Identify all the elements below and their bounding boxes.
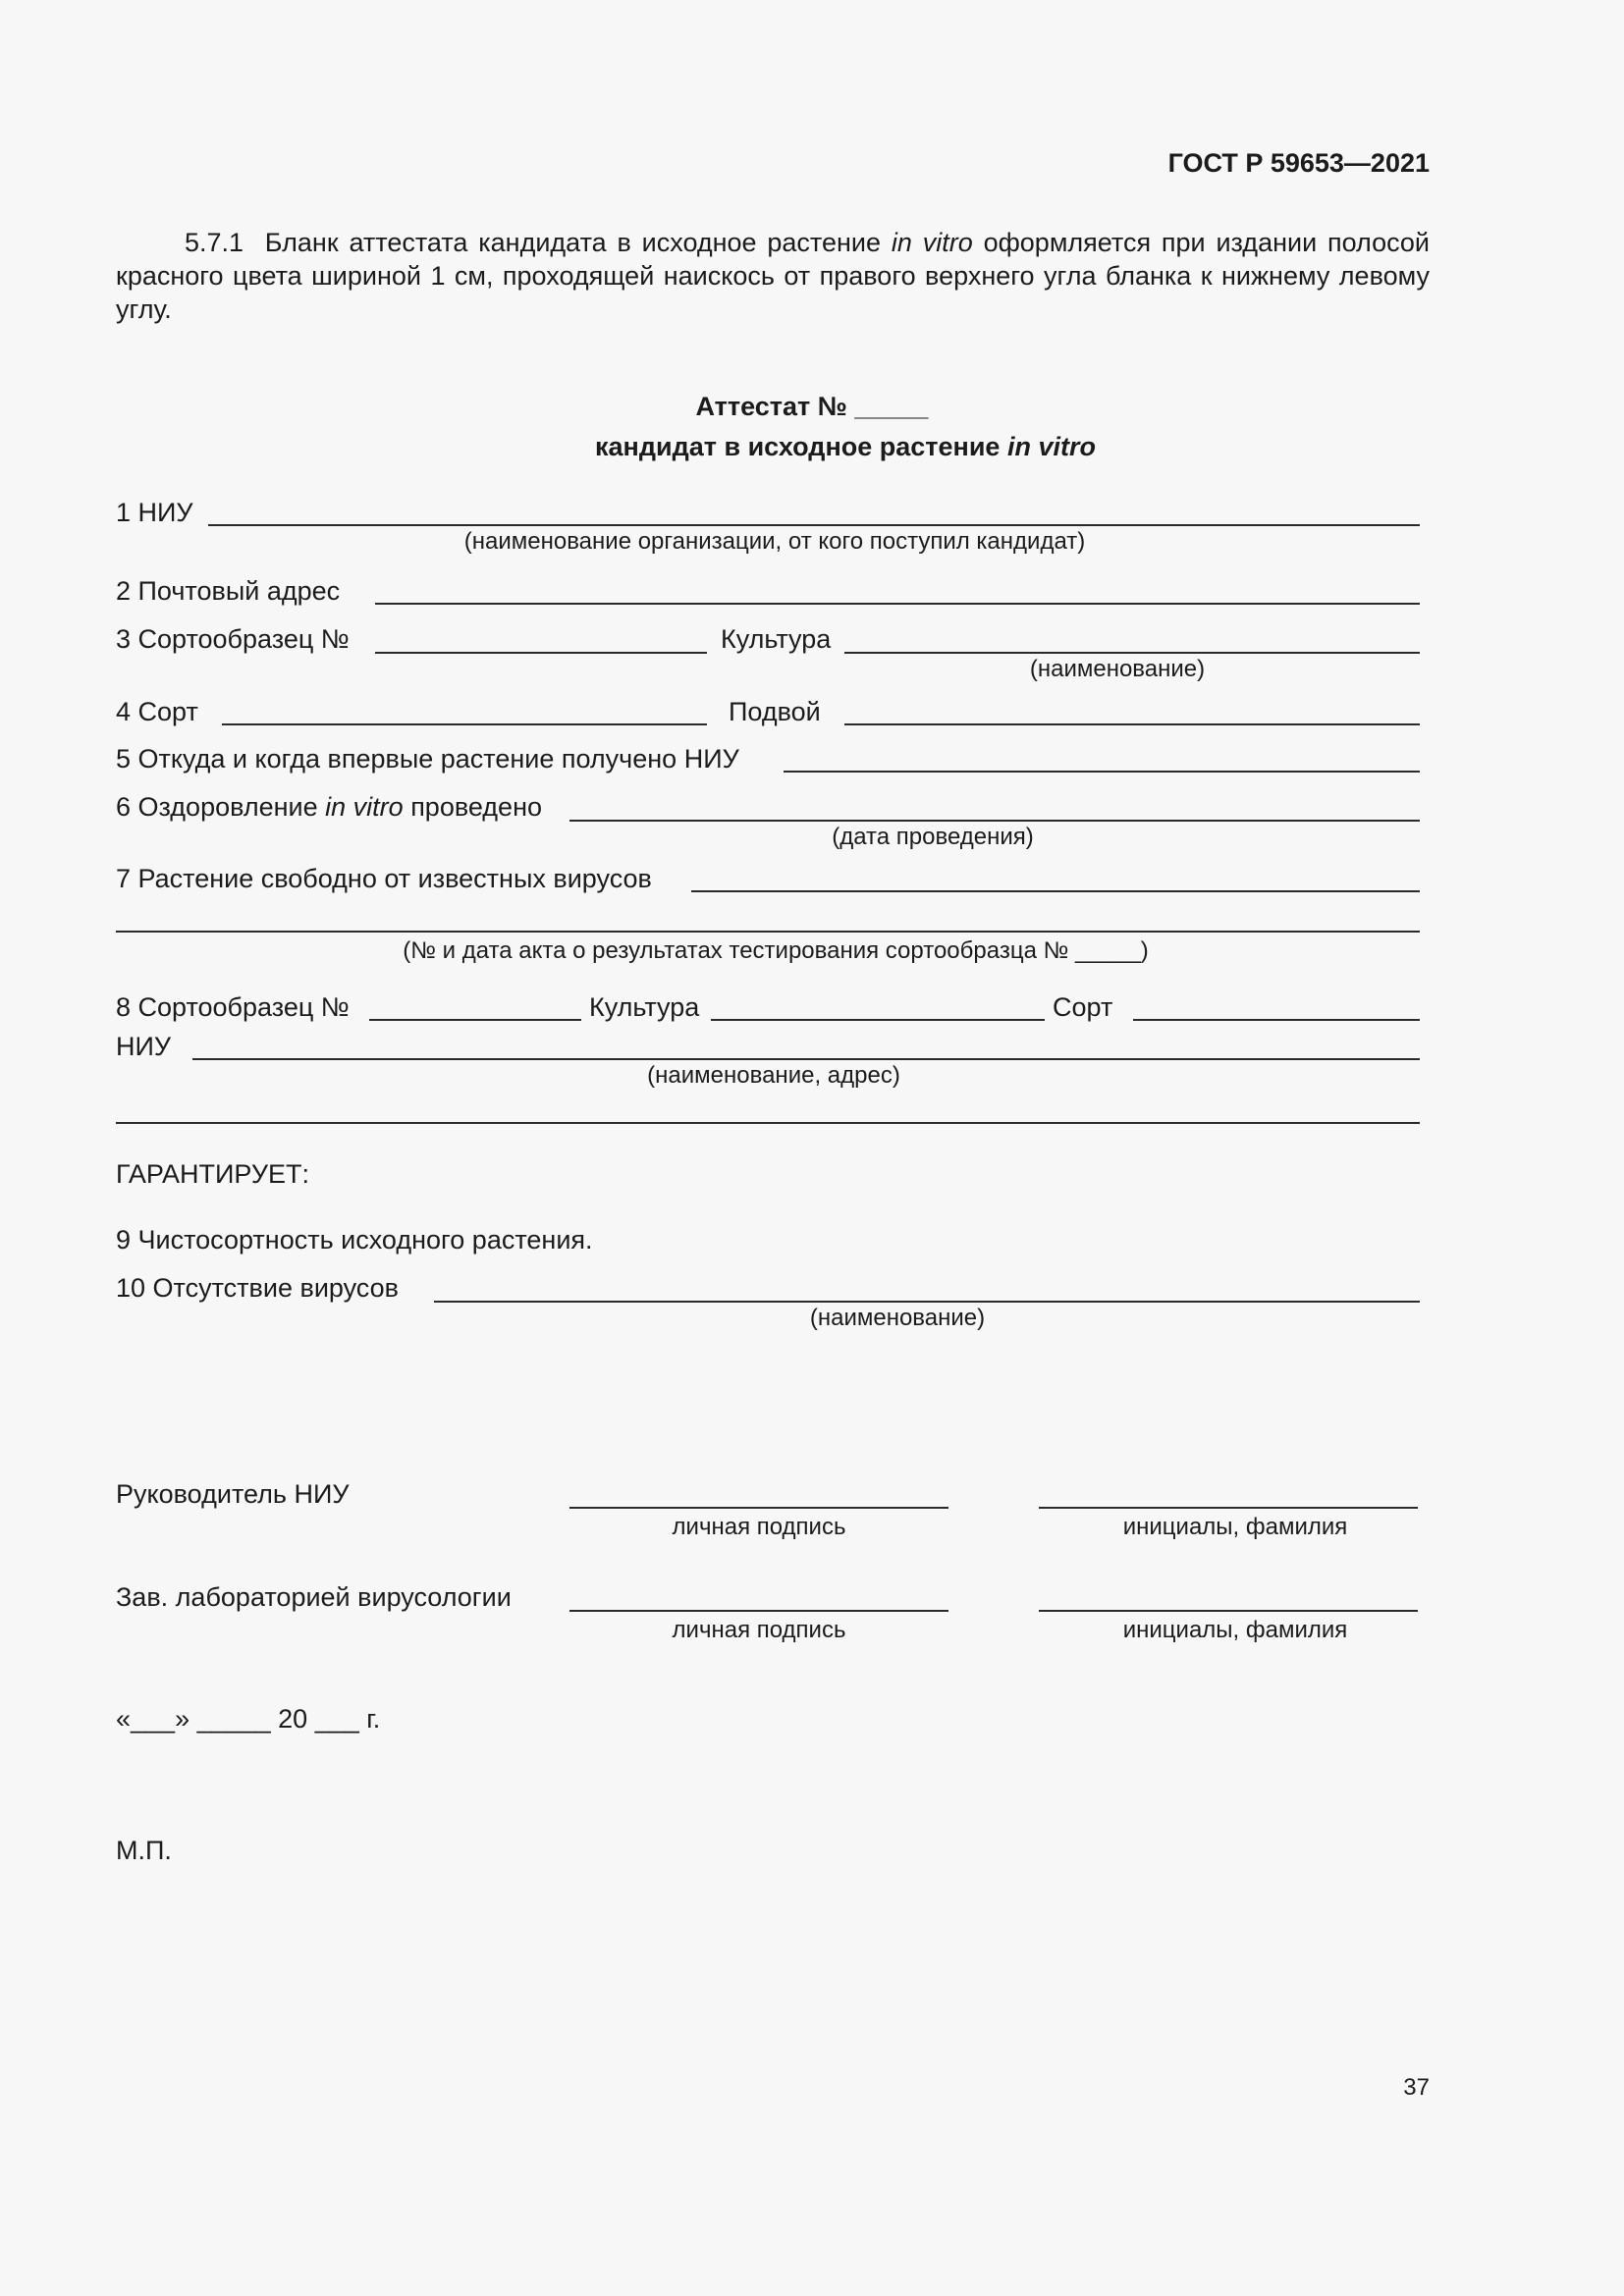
intro-paragraph (116, 226, 1430, 326)
clause-number: 5.7.1 (185, 228, 244, 257)
intro-text-2: оформляется при издании полосой красного цвета шириной 1 см, проходящей наискось от правого верхнего угла бланка к нижнему левому углу. (116, 228, 1431, 324)
field-6-label: 6 Оздоровление in vitro проведено (116, 792, 543, 822)
field-7-hint: (№ и дата акта о результатах тестирования сортообразца № _____) (403, 937, 1149, 964)
field-1-label: 1 НИУ (116, 498, 193, 527)
lab-signature-label: Зав. лабораторией вирусологии (116, 1582, 512, 1612)
head-name-line[interactable] (1039, 1507, 1418, 1509)
head-signature-line[interactable] (569, 1507, 948, 1509)
field-2-label: 2 Почтовый адрес (116, 576, 341, 606)
field-7-line-2[interactable] (116, 931, 1420, 933)
field-7-label: 7 Растение свободно от известных вирусов (116, 864, 652, 893)
field-8-hint: (наименование, адрес) (647, 1062, 900, 1089)
field-8-variety-line[interactable] (1133, 1019, 1420, 1021)
field-5-label: 5 Откуда и когда впервые растение получено НИУ (116, 744, 739, 774)
field-10-label: 10 Отсутствие вирусов (116, 1273, 399, 1303)
field-7-line[interactable] (691, 890, 1420, 892)
certificate-subtitle: кандидат в исходное растение in vitro (595, 432, 1096, 461)
document-code: ГОСТ Р 59653—2021 (1167, 148, 1430, 178)
field-4-rootstock-label: Подвой (729, 697, 821, 726)
field-8-culture-line[interactable] (711, 1019, 1045, 1021)
page-number: 37 (1403, 2074, 1430, 2101)
field-10-line[interactable] (434, 1301, 1420, 1303)
field-3-number-line[interactable] (375, 652, 707, 654)
field-6-hint: (дата проведения) (832, 824, 1034, 850)
field-1-line[interactable] (208, 524, 1420, 526)
head-signature-label: Руководитель НИУ (116, 1479, 350, 1509)
lab-name-line[interactable] (1039, 1610, 1418, 1612)
head-name-hint: инициалы, фамилия (1122, 1514, 1348, 1540)
field-8-variety-label: Сорт (1053, 992, 1113, 1022)
head-signature-hint: личная подпись (672, 1514, 846, 1540)
field-8-line-2[interactable] (116, 1122, 1420, 1124)
date-line: «___» _____ 20 ___ г. (116, 1704, 381, 1734)
lab-signature-hint: личная подпись (672, 1617, 846, 1643)
stamp-label: М.П. (116, 1836, 172, 1865)
lab-name-hint: инициалы, фамилия (1122, 1617, 1348, 1643)
guarantee-heading: ГАРАНТИРУЕТ: (116, 1159, 310, 1189)
field-5-line[interactable] (784, 771, 1420, 773)
field-3-culture-line[interactable] (844, 652, 1420, 654)
field-8-niu-label: НИУ (116, 1032, 172, 1061)
field-1-hint: (наименование организации, от кого поступил кандидат) (463, 528, 1086, 555)
field-10-hint: (наименование) (809, 1305, 986, 1331)
field-3-hint: (наименование) (1029, 656, 1206, 682)
field-4-rootstock-line[interactable] (844, 723, 1420, 725)
field-4-variety-line[interactable] (222, 723, 707, 725)
field-2-line[interactable] (375, 603, 1420, 605)
intro-text-1: Бланк аттестата кандидата в исходное растение (264, 228, 882, 257)
field-8-niu-line[interactable] (192, 1058, 1420, 1060)
field-3-label: 3 Сортообразец № (116, 624, 350, 654)
field-6-line[interactable] (569, 820, 1420, 822)
field-9-label: 9 Чистосортность исходного растения. (116, 1225, 593, 1255)
field-8-number-line[interactable] (369, 1019, 581, 1021)
field-4-label: 4 Сорт (116, 697, 198, 726)
field-8-label: 8 Сортообразец № (116, 992, 350, 1022)
field-3-culture-label: Культура (721, 624, 832, 654)
lab-signature-line[interactable] (569, 1610, 948, 1612)
intro-italic: in vitro (891, 228, 973, 257)
certificate-title: Аттестат № _____ (695, 392, 929, 421)
field-8-culture-label: Культура (589, 992, 700, 1022)
